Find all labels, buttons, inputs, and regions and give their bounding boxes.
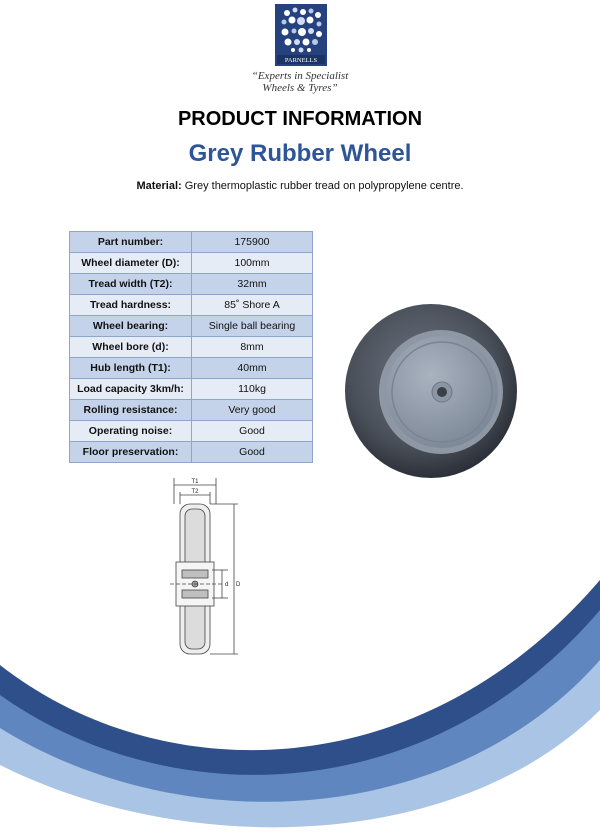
- dimension-d-small: d: [225, 582, 229, 588]
- spec-label: Floor preservation:: [70, 442, 192, 463]
- spec-row: [70, 274, 313, 295]
- tagline: [200, 70, 400, 94]
- spec-label: Rolling resistance:: [70, 400, 192, 421]
- spec-value: Very good: [192, 400, 313, 421]
- spec-row: [70, 421, 313, 442]
- product-title: Grey Rubber Wheel: [188, 140, 412, 167]
- spec-value: 85˚ Shore A: [192, 295, 313, 316]
- spec-label: Load capacity 3km/h:: [70, 379, 192, 400]
- spec-value: 40mm: [192, 358, 313, 379]
- spec-label: Wheel bearing:: [70, 316, 192, 337]
- tagline-line-1: “Experts in Specialist: [251, 70, 349, 82]
- spec-label: Operating noise:: [70, 421, 192, 442]
- dimension-d-large: D: [236, 582, 241, 588]
- spec-label: Wheel diameter (D):: [70, 253, 192, 274]
- material-text: Grey thermoplastic rubber tread on polypropylene centre.: [181, 180, 464, 192]
- spec-row: [70, 358, 313, 379]
- dimension-t2: T2: [191, 489, 199, 495]
- material-line: [0, 180, 600, 192]
- spec-row: [70, 400, 313, 421]
- spec-value: 8mm: [192, 337, 313, 358]
- spec-row: [70, 232, 313, 253]
- wheel-photo: [342, 302, 520, 480]
- dimension-t1: T1: [191, 479, 199, 485]
- spec-value: Single ball bearing: [192, 316, 313, 337]
- spec-row: [70, 295, 313, 316]
- spec-row: [70, 253, 313, 274]
- spec-value: 110kg: [192, 379, 313, 400]
- spec-value: 100mm: [192, 253, 313, 274]
- spec-row: [70, 316, 313, 337]
- logo-text: PARNELLS: [284, 57, 318, 64]
- spec-row: [70, 337, 313, 358]
- spec-value: 32mm: [192, 274, 313, 295]
- spec-label: Wheel bore (d):: [70, 337, 192, 358]
- footer-wave-decoration: [0, 560, 600, 837]
- spec-table: [69, 231, 313, 463]
- tagline-line-2: Wheels & Tyres”: [262, 82, 338, 94]
- spec-row: [70, 379, 313, 400]
- parnells-logo: [275, 4, 327, 66]
- spec-label: Hub length (T1):: [70, 358, 192, 379]
- spec-label: Tread hardness:: [70, 295, 192, 316]
- spec-label: Part number:: [70, 232, 192, 253]
- spec-value: 175900: [192, 232, 313, 253]
- spec-label: Tread width (T2):: [70, 274, 192, 295]
- spec-value: Good: [192, 442, 313, 463]
- material-label: Material:: [136, 180, 182, 192]
- page-heading: PRODUCT INFORMATION: [177, 108, 423, 130]
- spec-row: [70, 442, 313, 463]
- spec-value: Good: [192, 421, 313, 442]
